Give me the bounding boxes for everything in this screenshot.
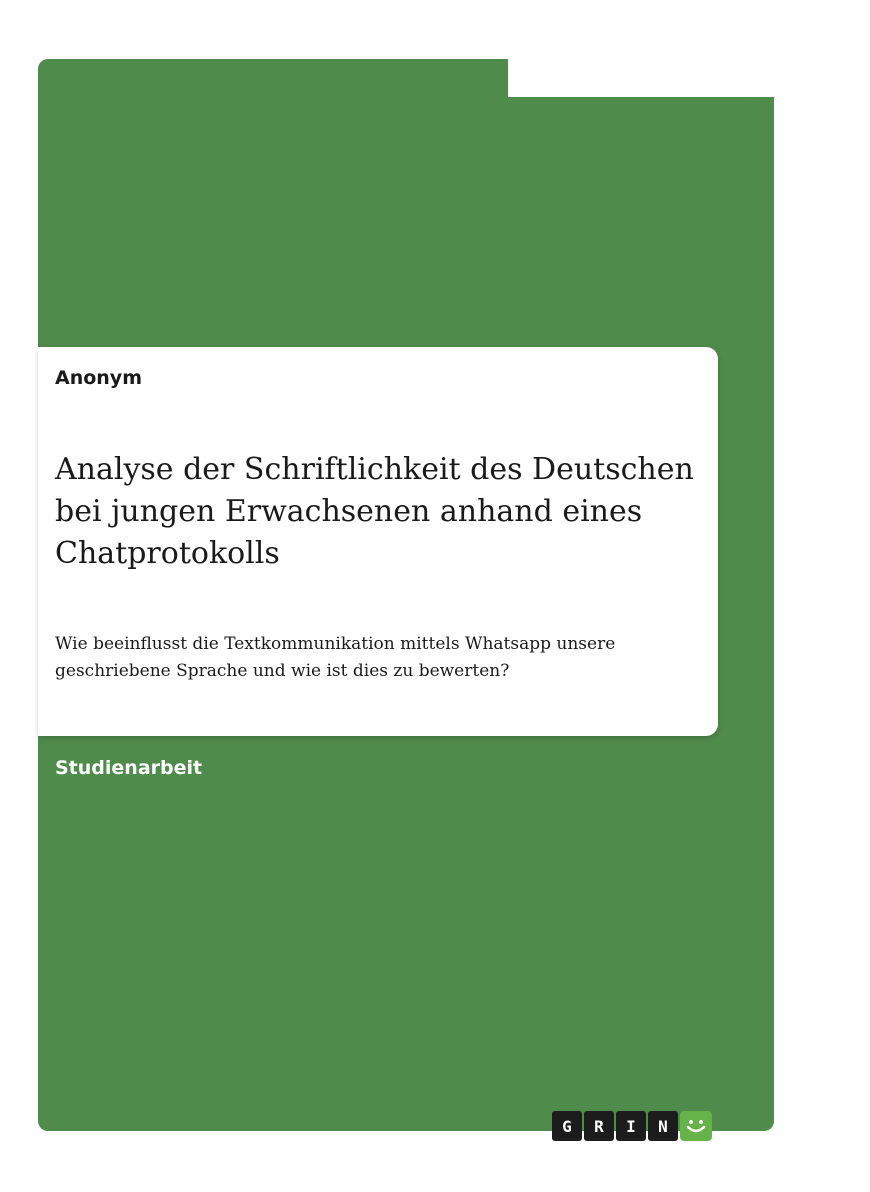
book-title: Analyse der Schriftlichkeit des Deutschen bei jungen Erwachsenen anhand eines Chatprotokolls	[55, 452, 694, 571]
smile-icon	[680, 1111, 712, 1141]
logo-letter-r: R	[584, 1111, 614, 1141]
book-subtitle: Wie beeinflusst die Textkommunikation mittels Whatsapp unsere geschriebene Sprache und wie ist dies zu bewerten?	[55, 634, 616, 681]
title-card	[38, 347, 718, 736]
document-type: Studienarbeit	[55, 757, 203, 779]
cover-notch	[508, 59, 778, 97]
logo-letter-i: I	[616, 1111, 646, 1141]
grin-logo	[552, 1111, 712, 1141]
logo-letter-n: N	[648, 1111, 678, 1141]
author-name: Anonym	[55, 367, 142, 389]
logo-letter-g: G	[552, 1111, 582, 1141]
cover-notch-corner	[496, 59, 508, 97]
